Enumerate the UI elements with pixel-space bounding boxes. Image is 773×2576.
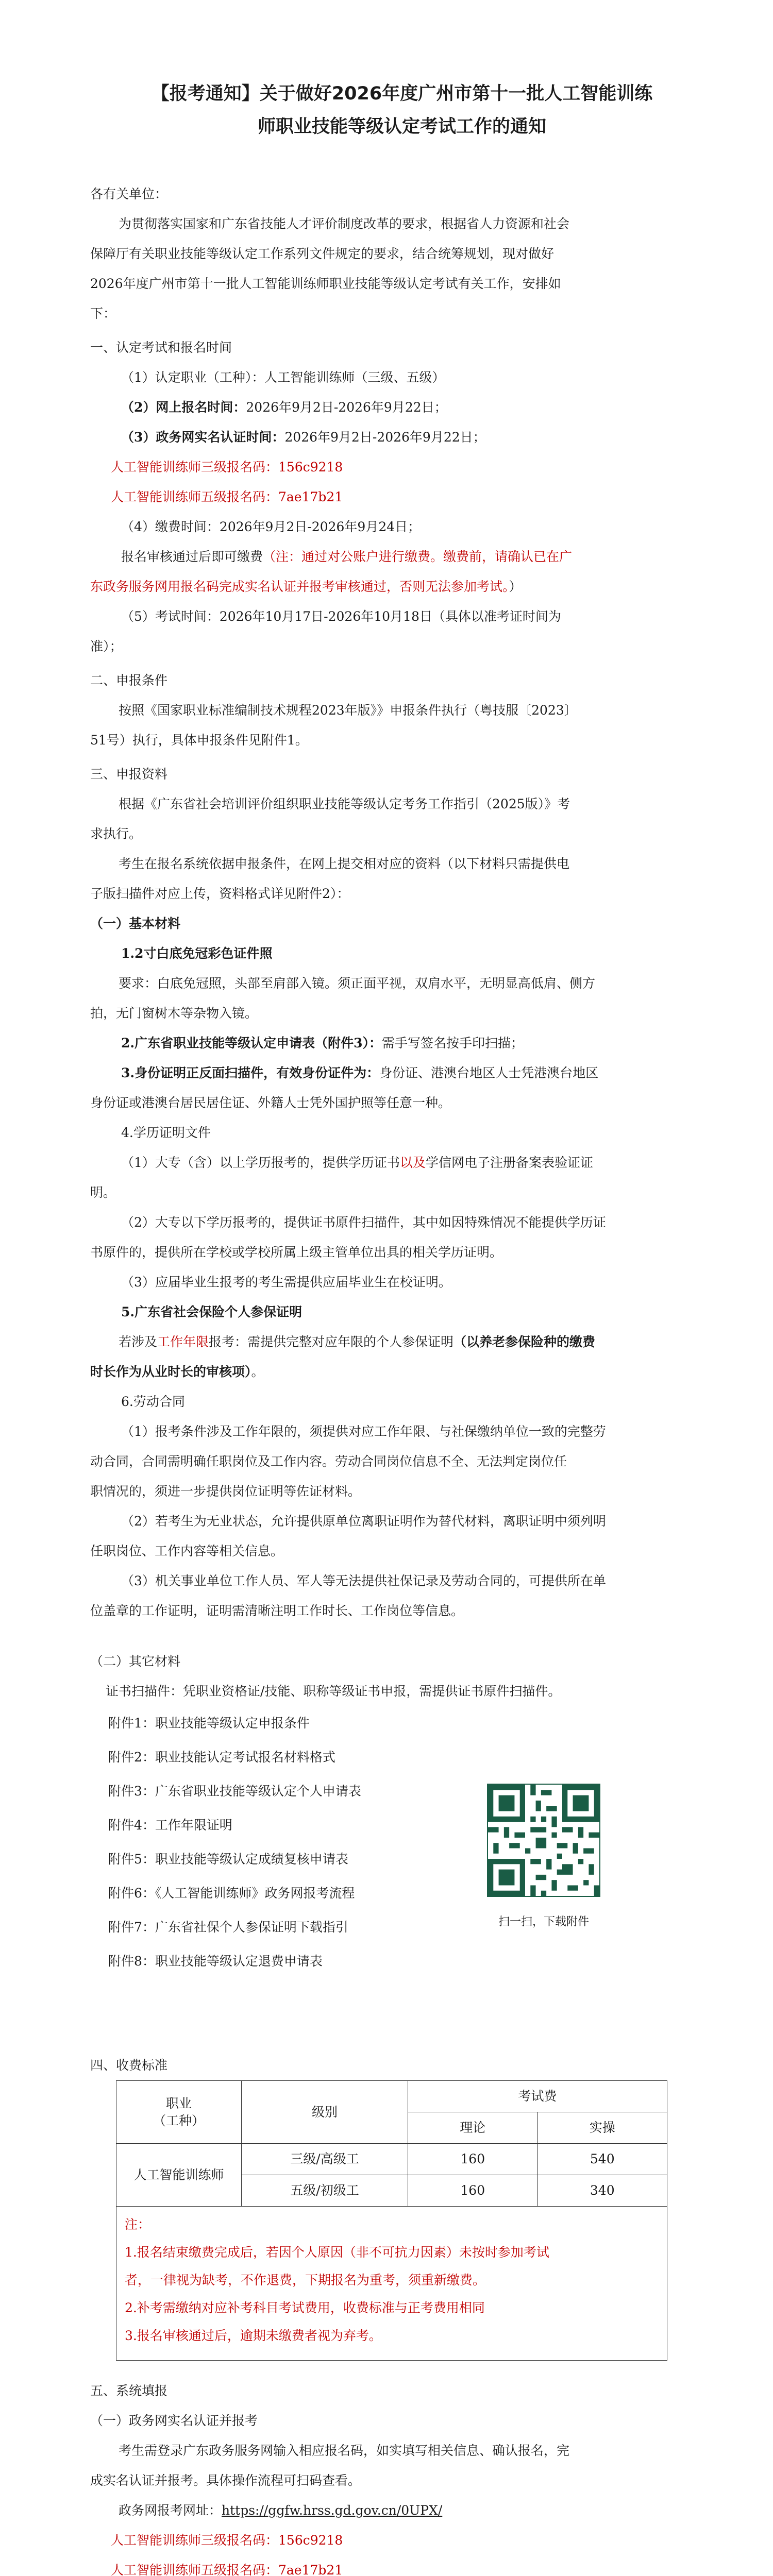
b5-line-2: [90, 1357, 714, 1387]
sec5-code-level5: 人工智能训练师五级报名码：7ae17b21: [111, 2563, 343, 2576]
notice-title: [90, 77, 714, 143]
b1-heading: 1.2寸白底免冠彩色证件照: [121, 946, 273, 961]
sec5-sub-1: （一）政务网实名认证并报考: [90, 2413, 258, 2428]
b5-heading: 5.广东省社会保险个人参保证明: [121, 1304, 303, 1319]
intro-line-1: 为贯彻落实国家和广东省技能人才评价制度改革的要求，根据省人力资源和社会: [119, 216, 570, 231]
sec3-p1-1: 根据《广东省社会培训评价组织职业技能等级认定考务工作指引（2025版）》考: [119, 796, 570, 811]
sec2-text-2: 51号）执行，具体申报条件见附件1。: [90, 733, 308, 748]
cell-level: 三级/高级工: [242, 2144, 408, 2175]
title-line-1: 【报考通知】关于做好2026年度广州市第十一批人工智能训练: [151, 83, 653, 104]
sec1-item-4: [90, 512, 714, 542]
sec5-url-line: [90, 2496, 714, 2526]
sec1-item-3-label: （3）政务网实名认证时间：: [121, 430, 285, 445]
attachment-item[interactable]: 附件1：职业技能等级认定申报条件: [108, 1716, 310, 1731]
b6-item-1-c: 职情况的，须进一步提供岗位证明等佐证材料。: [90, 1484, 361, 1499]
pay-note-red-2: 东政务服务网用报名码完成实名认证并报考审核通过，否则无法参加考试。: [90, 579, 509, 594]
sec3-p2-2: 子版扫描件对应上传，资料格式详见附件2）：: [90, 886, 350, 901]
sec1-item-3: [90, 422, 714, 452]
b6-item-3-b: 位盖章的工作证明，证明需清晰注明工作时长、工作岗位等信息。: [90, 1603, 464, 1618]
b5-mid: 报考：需提供完整对应年限的个人参保证明: [209, 1334, 454, 1349]
spacer: [90, 1626, 714, 1647]
qr-code-icon[interactable]: [487, 1784, 600, 1897]
attachments-block: [90, 1706, 714, 2046]
b4-heading: 4.学历证明文件: [121, 1125, 211, 1140]
sec3-p1-2: 求执行。: [90, 826, 142, 841]
pay-note-text: 报名审核通过后即可缴费: [121, 549, 263, 564]
sec1-item-5-cont: 准）；: [90, 639, 123, 654]
cell-theory: 160: [408, 2175, 538, 2207]
b3-line-2: 身份证或港澳台居民居住证、外籍人士凭外国护照等任意一种。: [90, 1095, 451, 1110]
sec1-code-level5: 人工智能训练师五级报名码：7ae17b21: [111, 489, 343, 504]
b6-item-1-a: （1）报考条件涉及工作年限的，须提供对应工作年限、与社保缴纳单位一致的完整劳: [121, 1424, 606, 1439]
cell-level: 五级/初级工: [242, 2175, 408, 2207]
attachment-item[interactable]: 附件6：《人工智能训练师》政务网报考流程: [108, 1886, 355, 1901]
fee-notes: [116, 2207, 667, 2361]
intro-line-3: 2026年度广州市第十一批人工智能训练师职业技能等级认定考试有关工作，安排如: [90, 276, 561, 291]
b3-line-1: [90, 1058, 714, 1088]
b3-rest: 身份证、港澳台地区人士凭港澳台地区: [379, 1065, 599, 1080]
b1-text-2: 拍，无门窗树木等杂物入镜。: [90, 1006, 258, 1021]
b6-item-1-b: 动合同，合同需明确任职岗位及工作内容。劳动合同岗位信息不全、无法判定岗位任: [90, 1454, 567, 1469]
sec5-text-2: 成实名认证并报考。具体操作流程可扫码查看。: [90, 2473, 361, 2488]
b4-item-2: （2）大专以下学历报考的，提供证书原件扫描件，其中如因特殊情况不能提供学历证: [121, 1215, 606, 1230]
section-2-heading: 二、申报条件: [90, 673, 168, 688]
sec1-code-level3: 人工智能训练师三级报名码：156c9218: [111, 460, 343, 474]
intro-line-2: 保障厅有关职业技能等级认定工作系列文件规定的要求，结合统筹规划，现对做好: [90, 246, 554, 261]
note-2: 2.补考需缴纳对应补考科目考试费用，收费标准与正考费用相同: [125, 2300, 485, 2315]
header-theory: 理论: [408, 2112, 538, 2144]
attachment-item[interactable]: 附件3：广东省职业技能等级认定个人申请表: [108, 1784, 361, 1799]
attachment-item[interactable]: 附件8：职业技能等级认定退费申请表: [108, 1954, 323, 1969]
b4-1-red: 以及: [399, 1155, 426, 1170]
b2-rest: 需手写签名按手印扫描；: [382, 1036, 524, 1050]
sec5-code-level3: 人工智能训练师三级报名码：156c9218: [111, 2533, 343, 2548]
sec1-item-1: （1）认定职业（工种）：人工智能训练师（三级、五级）: [121, 370, 445, 385]
attachment-list: [90, 1706, 714, 1978]
qr-caption: 扫一扫，下载附件: [498, 1916, 589, 1928]
b5-pre: 若涉及: [119, 1334, 158, 1349]
b5-bold-b: 时长作为从业时长的审核项）: [90, 1364, 251, 1379]
b4-item-1: [90, 1148, 714, 1178]
attachment-item[interactable]: 附件2：职业技能认定考试报名材料格式: [108, 1750, 335, 1765]
url-label: 政务网报考网址：: [119, 2503, 222, 2518]
cell-theory: 160: [408, 2144, 538, 2175]
sec5-text-1: 考生需登录广东政务服务网输入相应报名码，如实填写相关信息、确认报名，完: [119, 2443, 570, 2458]
sec3-p2-1: 考生在报名系统依据申报条件，在网上提交相对应的资料（以下材料只需提供电: [119, 856, 570, 871]
sec2-text-1: 按照《国家职业标准编制技术规程2023年版》》申报条件执行（粤技服〔2023〕: [119, 703, 577, 718]
b6-item-3-a: （3）机关事业单位工作人员、军人等无法提供社保记录及劳动合同的，可提供所在单: [121, 1573, 606, 1588]
intro-line-4: 下：: [90, 306, 116, 321]
sec1-item-3-value: 2026年9月2日-2026年9月22日；: [284, 430, 486, 445]
b4-1-text-b: 学信网电子注册备案表验证证: [425, 1155, 593, 1170]
sec1-item-2-label: （2）网上报名时间：: [121, 400, 246, 415]
cell-practice: 340: [537, 2175, 667, 2207]
b2-bold: 2.广东省职业技能等级认定申请表（附件3）：: [121, 1036, 382, 1050]
pay-note-red-1: （注：通过对公账户进行缴费。缴费前，请确认已在广: [263, 549, 573, 564]
b5-bold-a: （以养老参保险种的缴费: [453, 1334, 596, 1349]
section-3-heading: 三、申报资料: [90, 767, 168, 782]
header-occupation-b: （工种）: [153, 2113, 205, 2128]
header-practice: 实操: [537, 2112, 667, 2144]
attachment-item[interactable]: 附件4：工作年限证明: [108, 1818, 232, 1833]
note-3: 3.报名审核通过后，逾期未缴费者视为弃考。: [125, 2328, 382, 2343]
note-1-a: 1.报名结束缴费完成后，若因个人原因（非不可抗力因素）未按时参加考试: [125, 2245, 549, 2260]
header-occupation: [116, 2081, 242, 2144]
section-1-heading: 一、认定考试和报名时间: [90, 340, 232, 355]
b6-item-2-a: （2）若考生为无业状态，允许提供原单位离职证明作为替代材料，离职证明中须列明: [121, 1514, 606, 1529]
fee-table: [116, 2080, 667, 2207]
title-line-2: 师职业技能等级认定考试工作的通知: [257, 116, 546, 137]
b5-line-1: [90, 1327, 714, 1357]
note-label: 注：: [125, 2217, 151, 2232]
header-level: 级别: [242, 2081, 408, 2144]
header-occupation-a: 职业: [165, 2095, 192, 2111]
sec1-item-5: （5）考试时间：2026年10月17日-2026年10月18日（具体以准考证时间为: [121, 609, 561, 624]
cell-practice: 540: [537, 2144, 667, 2175]
sec1-pay-note-1: [90, 542, 714, 572]
b6-item-2-b: 任职岗位、工作内容等相关信息。: [90, 1544, 284, 1558]
section-5-heading: 五、系统填报: [90, 2383, 168, 2398]
sec1-pay-note-2: [90, 572, 714, 602]
sec1-item-2-value: 2026年9月2日-2026年9月22日；: [246, 400, 447, 415]
b4-item-2-cont: 书原件的，提供所在学校或学校所属上级主管单位出具的相关学历证明。: [90, 1245, 503, 1260]
sec1-item-4-label: （4）缴费时间：: [121, 519, 220, 534]
other-materials-text: 证书扫描件：凭职业资格证/技能、职称等级证书申报，需提供证书原件扫描件。: [106, 1684, 561, 1699]
b4-item-3: （3）应届毕业生报考的考生需提供应届毕业生在校证明。: [121, 1275, 451, 1290]
sec1-item-2: [90, 393, 714, 422]
sec1-item-4-value: 2026年9月2日-2026年9月24日；: [219, 519, 421, 534]
b5-red: 工作年限: [157, 1334, 209, 1349]
b4-item-1-cont: 明。: [90, 1185, 116, 1200]
registration-url-link[interactable]: https://ggfw.hrss.gd.gov.cn/0UPX/: [222, 2503, 443, 2518]
table-row: [116, 2144, 667, 2175]
table-row: [116, 2081, 667, 2112]
b3-bold: 3.身份证明正反面扫描件，有效身份证件为：: [121, 1065, 380, 1080]
attachment-item[interactable]: 附件5：职业技能等级认定成绩复核申请表: [108, 1852, 348, 1867]
b5-end: 。: [251, 1364, 264, 1379]
basic-materials-heading: （一）基本材料: [90, 916, 181, 931]
cell-occupation: 人工智能训练师: [116, 2144, 242, 2207]
qr-code-block: [487, 1784, 600, 1933]
section-4-heading: 四、收费标准: [90, 2058, 168, 2073]
salutation: 各有关单位：: [90, 187, 168, 201]
b6-heading: 6.劳动合同: [121, 1394, 185, 1409]
b2-line: [90, 1028, 714, 1058]
pay-note-close: ）: [509, 579, 522, 594]
header-fee: 考试费: [408, 2081, 667, 2112]
attachment-item[interactable]: 附件7：广东省社保个人参保证明下载指引: [108, 1920, 348, 1935]
note-1-b: 者，一律视为缺考，不作退费，下期报名为重考，须重新缴费。: [125, 2273, 486, 2287]
other-materials-heading: （二）其它材料: [90, 1654, 181, 1669]
b1-text-1: 要求：白底免冠照，头部至肩部入镜。须正面平视，双肩水平，无明显高低肩、侧方: [119, 976, 596, 991]
b4-1-text-a: （1）大专（含）以上学历报考的，提供学历证书: [121, 1155, 400, 1170]
